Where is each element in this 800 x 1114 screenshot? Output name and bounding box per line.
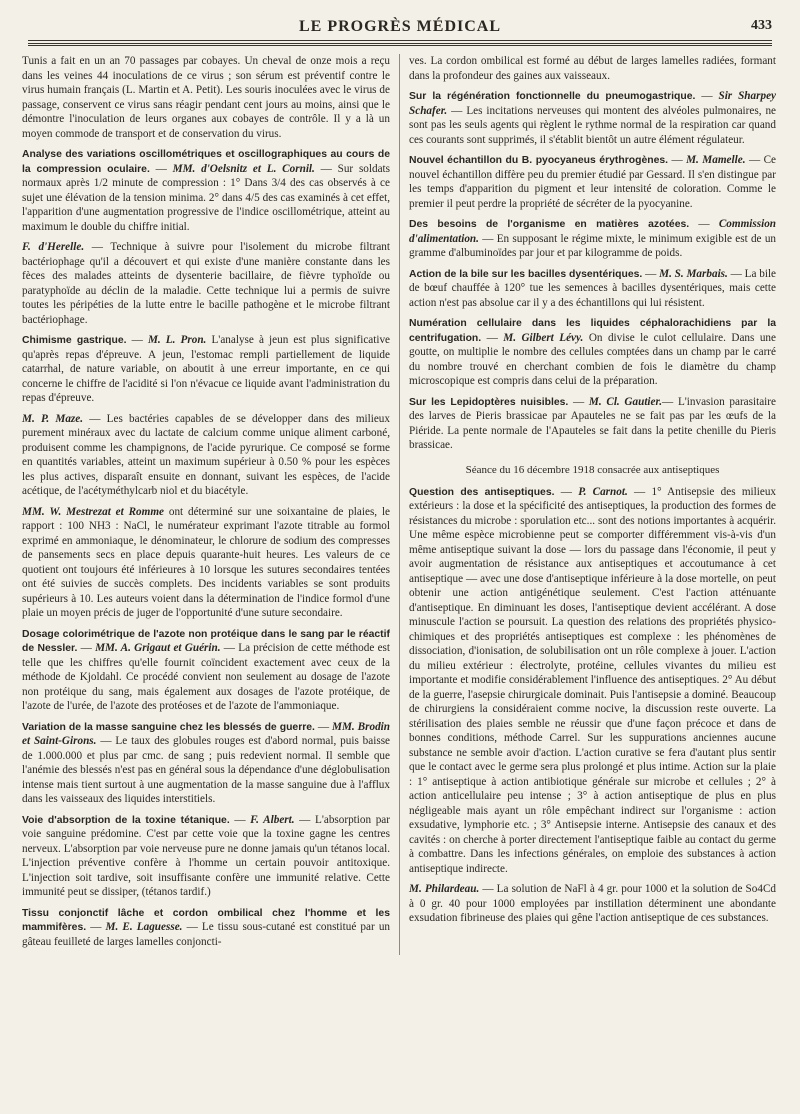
section-heading: Question des antiseptiques.: [409, 486, 555, 498]
author: M. Mamelle.: [686, 154, 746, 166]
author: MM. Brodin et Saint-Girons.: [22, 720, 390, 747]
paragraph-body: Le taux des globules rouges est d'abord normal, puis baisse de 1.000.000 et plus par cmc. de sang ; puis redevient normal. Il semble que l'anémie des blessés n'est pas en général sous la dépendance d'une déglobulisation intense mais tient surtout à une augmentation de la masse sanguine due à l'afflux dans les vaisseaux des liquides interstitiels.: [22, 735, 391, 805]
paragraph-body: 1° Antisepsie des milieux extérieurs : la dose et la spécificité des antiseptiques, la production des formes de résistances du microbe : sporulation etc... sont des notions importantes à acquérir. Une même espèce microbienne peut se comporter différemment vis-à-vis d'un même antiseptique suivant la dose — lors du passage dans l'économie, il peut y avoir augmentation de résistance aux antiseptiques et accoutumance à cet antiseptique — avec une dose d'antiseptique inférieure à la dose mortelle, on peut obtenir une action antigénétique seulement. C'est l'action atténuante d'antiseptique. En diminuant les doses, l'antiseptique devient accélérant. A dose minuscule l'action se poursuit. La question des relations des propriétés physico-chimiques et des propriétés antiseptiques est complexe : les phénomènes de dissociation, d'ionisation, de solubilisation ont un rôle complexe à jouer. L'action du milieu extérieur : électrolyte, protéine, cellules vivantes du milieu est importante et modifie considérablement l'influence des antiseptiques. 2° Au début de la guerre, l'asepsie chirurgicale dominait. Puis l'antisepsie a dominé. Beaucoup de chirurgiens la considéraient comme nocive, la discussion reste ouverte. La stérilisation des plaies semble ne réussir que d'une façon précoce et dans de bonnes conditions, méthode Carrel. Sur les suppurations anciennes aucune substance ne semble avoir d'action. L'action curative se fera d'autant plus sentir que le contact avec le germe sera plus prolongé et plus intime. Action sur la plaie : 1° antiseptique à action antibiotique générale sur microbe et cellules ; 2° à action anticellulaire peu intense ; 3° à action antiseptique de plus en plus négligeable mais ayant un rôle empêchant indirect sur l'organisme : action exsudative, lymphorie etc. ; 3° Antisepsie interne. Antisepsie des canaux et des cavités : on cherche à porter directement l'antiseptique faible au contact du germe à combattre. Dans les infections générales, on emploie des substances à action antiseptique indirecte.: [409, 485, 777, 875]
paragraph-body: L'analyse à jeun est plus significative qu'après repas d'épreuve. A jeun, l'estomac rempli partiellement de liquide catarrhal, de nature variable, on aboutit à une erreur importante, en ce qui concerne le chiffre de l'acidité si l'on n'évacue ce liquide avant l'administration du repas d'épreuve.: [22, 334, 391, 404]
paragraph: M. P. Maze. — Les bactéries capables de se développer dans des milieux purement minéraux avec du lactate de calcium comme unique aliment carboné, produisent comme les champignons, de l'acide pyrurique. Ce composé se forme en quantités variables, atteint un maximum supérieur à 0.50 % pour les espèces les plus actives, disparaît ensuite en donnant, suivant les espèces, de l'acide acétique, de l'acétyméthylcarb niol et du biacétyle.: [22, 412, 390, 497]
paragraph: Tissu conjonctif lâche et cordon ombilical chez l'homme et les mammifères. — M. E. Laguesse. — Le tissu sous-cutané est constitué par un gâteau feuilleté de larges lamelles conjoncti-: [22, 907, 391, 948]
author: F. Albert.: [250, 813, 295, 826]
paragraph-body: L'invasion parasitaire des larves de Pieris brassicae par Apauteles ne se fait pas par les œufs de la Piéride. La pente normale de l'Apauteles se fait dans la petite chenille du Pieris brassicae.: [409, 395, 776, 451]
session-heading: Séance du 16 décembre 1918 consacrée aux antiseptiques: [465, 463, 720, 476]
paragraph-body: On divise le culot cellulaire. Dans une goutte, on multiplie le nombre des cellules comptées dans un champ par le carré du nombre trouvé en cherchant combien de fois le diamètre du champ microscopique est compris dans celui de la préparation.: [409, 331, 776, 387]
author: Sir Sharpey Schafer.: [409, 90, 776, 117]
section-heading: Variation de la masse sanguine chez les blessés de guerre.: [22, 721, 315, 733]
author: MM. A. Grigaut et Guérin.: [95, 642, 221, 654]
author: Commission d'alimentation.: [409, 218, 777, 245]
section-heading: Voie d'absorption de la toxine tétanique.: [22, 814, 230, 826]
paragraph: Question des antiseptiques. — P. Carnot. — 1° Antisepsie des milieux extérieurs : la dose et la spécificité des antiseptiques, la production des formes de résistances du microbe : sporulation etc... sont des notions importantes à acquérir. Une même espèce microbienne peut se comporter différemment vis-à-vis d'un même antiseptique suivant la dose — lors du passage dans l'économie, il peut y avoir augmentation de résistance aux antiseptiques et accoutumance à cet antiseptique — avec une dose d'antiseptique inférieure à la dose mortelle, on peut obtenir une action antigénétique seulement. C'est l'action atténuante d'antiseptique. En diminuant les doses, l'antiseptique devient accélérant. A dose minuscule l'action se poursuit. La question des relations des propriétés physico-chimiques et des propriétés antiseptiques est complexe : les phénomènes de dissociation, d'ionisation, de solubilisation ont un rôle complexe à jouer. L'action du milieu extérieur : électrolyte, protéine, cellules vivantes du milieu est importante et modifie considérablement l'influence des antiseptiques. 2° Au début de la guerre, l'asepsie chirurgicale dominait. Puis l'antisepsie a dominé. Beaucoup de chirurgiens la considéraient comme nocive, la discussion reste ouverte. La stérilisation des plaies semble ne réussir que d'une façon précoce et dans de bonnes conditions, méthode Carrel. Sur les suppurations anciennes aucune substance ne semble avoir d'action. L'action curative se fera d'autant plus sentir que le contact avec le germe sera plus prolongé et plus intime. Action sur la plaie : 1° antiseptique à action antibiotique générale sur microbe et cellules ; 2° à action anticellulaire peu intense ; 3° à action antiseptique de plus en plus négligeable mais ayant un rôle empêchant indirect sur l'organisme : action exsudative, lymphorie etc. ; 3° Antisepsie interne. Antisepsie des canaux et des cavités : on cherche à porter directement l'antiseptique faible au contact du germe à combattre. Dans les infections générales, on emploie des substances à action antiseptique indirecte.: [409, 485, 777, 875]
author: P. Carnot.: [578, 485, 628, 498]
running-title: LE PROGRÈS MÉDICAL: [298, 18, 502, 35]
author: M. E. Laguesse.: [105, 921, 183, 933]
paragraph: ves. La cordon ombilical est formé au début de larges lamelles radiées, formant dans la profondeur des gaines aux vaisseaux.: [409, 55, 776, 82]
section-heading: Analyse des variations oscillométriques et oscillographiques au cours de la compression oculaire.: [22, 149, 390, 175]
author: M. L. Pron.: [147, 334, 207, 346]
paragraph-body: Le tissu sous-cutané est constitué par un gâteau feuilleté de larges lamelles conjoncti-: [22, 921, 391, 948]
paragraph-body: La précision de cette méthode est telle que les chiffres qu'elle fournit coïncident exactement avec ceux de la méthode de Kjoldahl. Ce procédé convient non seulement au dosage de l'azote non protéique du sang, mais également aux dosages de l'azote protéique, de l'azote de l'urée, de l'azote des protéoses et de l'azote de l'ammoniaque.: [22, 642, 390, 712]
paragraph: Sur les Lepidoptères nuisibles. — M. Cl. Gautier.— L'invasion parasitaire des larves de Pieris brassicae par Apauteles ne se fait pas par les œufs de la Piéride. La pente normale de l'Apauteles se fait dans la petite chenille du Pieris brassicae.: [409, 395, 776, 451]
paragraph: Variation de la masse sanguine chez les blessés de guerre. — MM. Brodin et Saint-Girons. — Le taux des globules rouges est d'abord normal, puis baisse de 1.000.000 et plus par cmc. de sang ; puis redevient normal. Il semble que l'anémie des blessés n'est pas en général sous la dépendance d'une déglobulisation intense mais tient surtout à une augmentation de la masse sanguine due à l'afflux dans les vaisseaux des liquides interstitiels.: [22, 720, 391, 805]
section-heading: Chimisme gastrique.: [22, 335, 127, 346]
author: M. Gilbert Lévy.: [503, 331, 584, 344]
paragraph: F. d'Herelle. — Technique à suivre pour l'isolement du microbe filtrant bactériophage qu'il a découvert et qui existe d'une manière constante dans les fèces des malades atteints de dysenterie bacillaire, de fièvre typhoïde ou paratyphoïde au déclin de la maladie. Cette technique lui a permis de suivre toutes les péripéties de la lutte entre le bacille pathogène et le microbe filtrant bactériophage.: [22, 241, 390, 326]
paragraph: Dosage colorimétrique de l'azote non protéique dans le sang par le réactif de Nessler. — MM. A. Grigaut et Guérin. — La précision de cette méthode est telle que les chiffres qu'elle fournit coïncident exactement avec ceux de la méthode de Kjoldahl. Ce procédé convient non seulement au dosage de l'azote non protéique du sang, mais également aux dosages de l'azote protéique, de l'azote de l'urée, de l'azote des protéoses et de l'azote de l'ammoniaque.: [22, 628, 390, 712]
left-column: [22, 54, 399, 955]
paragraph-body: L'absorption par voie sanguine prédomine. C'est par cette voie que la toxine gagne les centres nerveux. L'absorption par voie nerveuse pure ne donne jamais qu'un tétanos local. L'injection préventive confère à l'homme un certain pouvoir antitoxique. L'injection soit tardive, soit insuffisante confère une immunité relative. Cette immunité peut se dissiper, (tétanos tardif.): [22, 813, 390, 898]
paragraph: Sur la régénération fonctionnelle du pneumogastrique. — Sir Sharpey Schafer. — Les incitations nerveuses qui montent des alvéoles pulmonaires, ne sont pas les seuls agents qui règlent le rythme normal de la respiration car quand ces courants sont supprimés, il s'établit bientôt un autre élément régulateur.: [409, 90, 777, 146]
page-header: [22, 14, 778, 40]
section-heading: Tissu conjonctif lâche et cordon ombilical chez l'homme et les mammifères.: [22, 907, 390, 933]
paragraph-body: Les bactéries capables de se développer dans des milieux purement minéraux avec du lactate de calcium comme unique aliment carboné, produisent comme les champignons, de l'acide pyrurique. Ce composé se forme en quantités variables, atteint un maximum supérieur à 0.50 % pour les espèces les plus actives, disparaît ensuite en donnant, suivant les espèces, de l'acide acétique, de l'acétyméthylcarb niol et du biacétyle.: [22, 412, 390, 497]
paragraph-body: Sur soldats normaux après 1/2 minute de compression : 1° Dans 3/4 des cas observés à ce sujet une élévation de la tension minima. 2° dans 4/5 des cas examinés à cet effet, l'apparition d'une augmentation progressive de l'indice oscillométrique, atteint au maximum le double du chiffre initial.: [22, 162, 391, 233]
header-double-rule: [28, 43, 772, 46]
section-heading: Sur les Lepidoptères nuisibles.: [409, 396, 569, 408]
section-heading: Des besoins de l'organisme en matières azotées.: [409, 219, 690, 230]
paragraph: M. Philardeau. — La solution de NaFl à 4 gr. pour 1000 et la solution de So4Cd à 0 gr. 40 pour 1000 employées par instillation déterminent une abondante exsudation fibrineuse des plaies qui gêne l'action antiseptique de ces substances.: [409, 883, 777, 925]
author: MM. d'Oelsnitz et L. Cornil.: [172, 162, 315, 175]
paragraph: Numération cellulaire dans les liquides céphalorachidiens par la centrifugation. — M. Gilbert Lévy. On divise le culot cellulaire. Dans une goutte, on multiplie le nombre des cellules comptées dans un champ par le carré du nombre trouvé en cherchant combien de fois le diamètre du champ microscopique est compris dans celui de la préparation.: [409, 318, 776, 387]
paragraph: Action de la bile sur les bacilles dysentériques. — M. S. Marbais. — La bile de bœuf chauffée à 120° tue les semences à bacilles dysentériques, mais cette action n'est pas absolue car il y a des échantillons qui lui résistent.: [409, 267, 777, 309]
paragraph: Chimisme gastrique. — M. L. Pron. L'analyse à jeun est plus significative qu'après repas d'épreuve. A jeun, l'estomac rempli partiellement de liquide catarrhal, de nature variable, on aboutit à une erreur importante, en ce qui concerne le chiffre de l'acidité si l'on n'évacue ce liquide avant l'administration du repas d'épreuve.: [22, 334, 391, 404]
right-column: [399, 54, 776, 955]
section-heading: Action de la bile sur les bacilles dysentériques.: [409, 268, 643, 280]
author: M. Cl. Gautier.: [588, 395, 663, 408]
paragraph-body: La bile de bœuf chauffée à 120° tue les semences à bacilles dysentériques, mais cette action n'est pas absolue car il y a des échantillons qui lui résistent.: [409, 267, 777, 309]
author: M. S. Marbais.: [659, 267, 728, 280]
paragraph: Voie d'absorption de la toxine tétanique. — F. Albert. — L'absorption par voie sanguine prédomine. C'est par cette voie que la toxine gagne les centres nerveux. L'absorption par voie nerveuse pure ne donne jamais qu'un tétanos local. L'injection préventive confère à l'homme un certain pouvoir antitoxique. L'injection soit tardive, soit insuffisante confère une immunité relative. Cette immunité peut se dissiper, (tétanos tardif.): [22, 813, 390, 898]
author: MM. W. Mestrezat et Romme: [22, 505, 164, 518]
author: M. P. Maze.: [22, 412, 84, 425]
paragraph: Des besoins de l'organisme en matières azotées. — Commission d'alimentation. — En supposant le régime mixte, le minimum exigible est de un gramme d'albuminoïdes par jour et par kilogramme de poids.: [409, 218, 777, 259]
paragraph: Nouvel échantillon du B. pyocyaneus érythrogènes. — M. Mamelle. — Ce nouvel échantillon diffère peu du premier étudié par Gessard. Il s'en distingue par les temps d'apparition du pigment et leur intensité de coloration. Comme le premier il peut perdre la propriété de sécréter de la pyocyanine.: [409, 154, 777, 210]
page-number: 433: [751, 18, 772, 33]
author: M. Philardeau.: [409, 883, 480, 896]
author: F. d'Herelle.: [22, 241, 85, 253]
paragraph-body: Les incitations nerveuses qui montent des alvéoles pulmonaires, ne sont pas les seuls agents qui règlent le rythme normal de la respiration car quand ces courants sont supprimés, il s'établit bientôt un autre élément régulateur.: [409, 104, 777, 146]
paragraph-body: Ce nouvel échantillon diffère peu du premier étudié par Gessard. Il s'en distingue par les temps d'apparition du pigment et leur intensité de coloration. Comme le premier il peut perdre la propriété de sécréter de la pyocyanine.: [409, 154, 777, 210]
section-heading: Sur la régénération fonctionnelle du pneumogastrique.: [409, 91, 696, 102]
section-heading: Dosage colorimétrique de l'azote non protéique dans le sang par le réactif de Nessler.: [22, 628, 390, 654]
header-rule: [28, 40, 772, 41]
text-columns: [22, 54, 778, 955]
section-heading: Numération cellulaire dans les liquides céphalorachidiens par la centrifugation.: [409, 318, 776, 344]
paragraph: Tunis a fait en un an 70 passages par cobayes. Un cheval de onze mois a reçu dans les veines 44 inoculations de ce virus ; son sérum est préventif contre le virus humain français (L. Martin et A. Petit). Les souris inoculées avec le virus de passage, conservent ce virus sans réagir pendant cent jours au moins, ainsi que le démontre l'inoculation de leurs organes aux cobayes de contrôle. Il y a là un moyen commode de transport et de conservation du virus.: [22, 55, 390, 140]
paragraph: Analyse des variations oscillométriques et oscillographiques au cours de la compression oculaire. — MM. d'Oelsnitz et L. Cornil. — Sur soldats normaux après 1/2 minute de compression : 1° Dans 3/4 des cas observés à ce sujet une élévation de la tension minima. 2° dans 4/5 des cas examinés à cet effet, l'apparition d'une augmentation progressive de l'indice oscillométrique, atteint au maximum le double du chiffre initial.: [22, 149, 391, 233]
paragraph-body: ont déterminé sur une soixantaine de plaies, le rapport : 100 NH3 : NaCl, le numérateur exprimant l'azote titrable au formol exprimé en ammoniaque, le dénominateur, le chlorure de sodium des compresses de pansements secs en place depuis quarante-huit heures. Les valeurs de ce quotient ont toujours été inférieures à 10 lorsque les sutures secondaires tentées ont été suivies de succès complets. Des incidents variables se sont produits supérieurs à 10. Les auteurs voient dans la détermination de l'indice formol d'une plaie un moyen précis de juger de l'opportunité d'une suture secondaire.: [22, 505, 391, 619]
paragraph: [22, 505, 390, 621]
paragraph-body: En supposant le régime mixte, le minimum exigible est de un gramme d'albuminoïdes par jour et par kilogramme de poids.: [409, 232, 777, 259]
section-heading: Nouvel échantillon du B. pyocyaneus érythrogènes.: [409, 155, 669, 166]
paragraph-body: Technique à suivre pour l'isolement du microbe filtrant bactériophage qu'il a découvert et qui existe d'une manière constante dans les fèces des malades atteints de dysenterie bacillaire, de fièvre typhoïde ou paratyphoïde au déclin de la maladie. Cette technique lui a permis de suivre toutes les péripéties de la lutte entre le bacille pathogène et le microbe filtrant bactériophage.: [22, 241, 390, 326]
paragraph-body: La solution de NaFl à 4 gr. pour 1000 et la solution de So4Cd à 0 gr. 40 pour 1000 employées par instillation déterminent une abondante exsudation fibrineuse des plaies qui gêne l'action antiseptique de ces substances.: [409, 883, 777, 925]
